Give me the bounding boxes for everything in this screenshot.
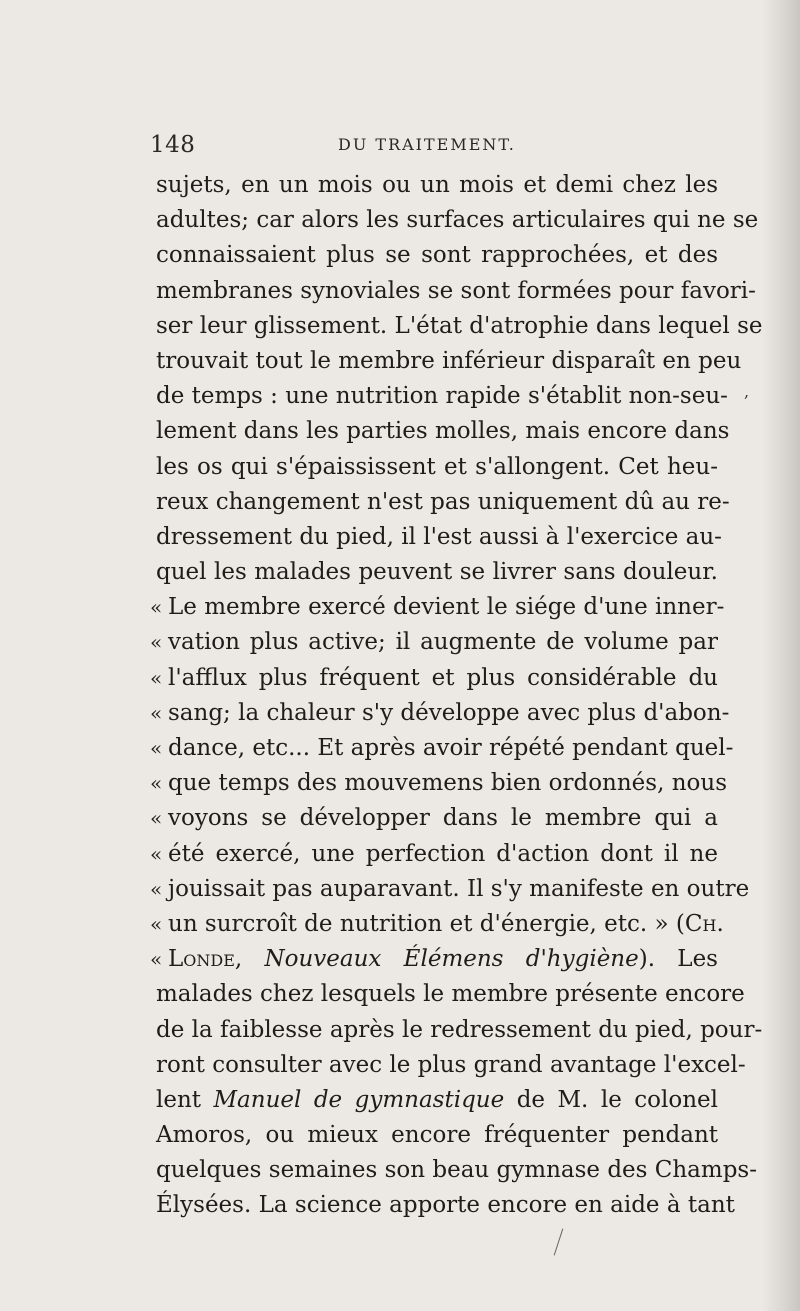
- text-line: [156, 414, 730, 449]
- quote-mark: «: [150, 595, 163, 620]
- text-run: quel les malades peuvent se livrer sans douleur.: [156, 559, 718, 586]
- text-line: [156, 1013, 763, 1048]
- text-line: [156, 450, 718, 485]
- text-line: [150, 907, 724, 942]
- text-run: l'afflux plus fréquent et plus considérable du: [168, 664, 718, 691]
- text-run: sang; la chaleur s'y développe avec plus d'abon-: [168, 699, 730, 726]
- text-line: [156, 238, 718, 273]
- text-run: Manuel de gymnastique: [213, 1086, 505, 1113]
- text-run: Élysées. La science apporte encore en aide à tant: [156, 1192, 735, 1219]
- quote-mark: «: [150, 665, 163, 690]
- text-line: [156, 1118, 718, 1153]
- text-line: [150, 661, 718, 696]
- text-run: trouvait tout le membre inférieur disparaît en peu: [156, 347, 742, 374]
- text-line: [150, 942, 718, 977]
- text-line: [156, 1188, 735, 1223]
- body-text: [150, 168, 763, 1224]
- text-run: dressement du pied, il l'est aussi à l'exercice au-: [156, 523, 722, 550]
- text-line: [156, 168, 718, 203]
- text-line: [156, 379, 728, 414]
- text-run: Londe: [168, 946, 235, 973]
- text-line: [150, 590, 725, 625]
- margin-stroke: [554, 1229, 564, 1256]
- text-run: sujets, en un mois ou un mois et demi chez les: [156, 172, 718, 198]
- text-run: jouissait pas auparavant. Il s'y manifeste en outre: [168, 875, 750, 902]
- text-line: [150, 696, 730, 731]
- text-run: un surcroît de nutrition et d'énergie, etc. » (: [168, 910, 685, 937]
- text-run: été exercé, une perfection d'action dont il ne: [168, 840, 718, 867]
- text-run: quelques semaines son beau gymnase des Champs-: [156, 1157, 757, 1184]
- page-header: [150, 132, 710, 162]
- quote-mark: «: [150, 700, 163, 725]
- quote-mark: «: [150, 806, 163, 831]
- quote-mark: «: [150, 911, 163, 936]
- quote-mark: «: [150, 771, 163, 796]
- text-line: [150, 872, 750, 907]
- text-run: de la faiblesse après le redressement du pied, pour-: [156, 1016, 763, 1043]
- text-line: [150, 801, 718, 836]
- text-line: [156, 1048, 746, 1083]
- text-run: Nouveaux Élémens d'hygiène: [264, 946, 639, 973]
- quote-mark: «: [150, 630, 163, 655]
- text-run: membranes synoviales se sont formées pour favori-: [156, 277, 756, 304]
- text-run: malades chez lesquels le membre présente encore: [156, 981, 745, 1008]
- quote-mark: «: [150, 947, 163, 972]
- text-run: de M. le colonel: [504, 1086, 718, 1113]
- text-run: ront consulter avec le plus grand avantage l'excel-: [156, 1051, 746, 1078]
- text-line: [156, 309, 763, 344]
- text-run: que temps des mouvemens bien ordonnés, nous: [168, 770, 727, 797]
- text-line: [156, 1153, 757, 1188]
- text-line: [156, 203, 759, 238]
- text-line: [156, 1083, 718, 1118]
- text-line: [150, 766, 727, 801]
- text-run: reux changement n'est pas uniquement dû au re-: [156, 488, 730, 515]
- text-line: [150, 837, 718, 872]
- text-line: [150, 625, 718, 660]
- text-run: ,: [234, 946, 265, 973]
- text-line: [156, 520, 722, 555]
- margin-mark: ,: [744, 382, 750, 401]
- text-run: lent: [156, 1086, 214, 1113]
- text-run: lement dans les parties molles, mais encore dans: [156, 418, 730, 445]
- text-line: [156, 485, 730, 520]
- text-line: [156, 977, 745, 1012]
- text-line: [156, 555, 718, 590]
- text-run: Le membre exercé devient le siége d'une inner-: [168, 594, 725, 621]
- text-run: les os qui s'épaississent et s'allongent. Cet heu-: [156, 453, 718, 480]
- text-run: de temps : une nutrition rapide s'établit non-seu-: [156, 383, 728, 410]
- page-number: 148: [150, 132, 196, 158]
- text-run: ). Les: [638, 946, 718, 973]
- quote-mark: «: [150, 841, 163, 866]
- text-run: voyons se développer dans le membre qui a: [168, 805, 718, 832]
- text-run: Ch.: [684, 910, 724, 937]
- text-run: Amoros, ou mieux encore fréquenter pendant: [156, 1122, 718, 1149]
- text-line: [150, 731, 734, 766]
- text-run: connaissaient plus se sont rapprochées, et des: [156, 242, 718, 269]
- quote-mark: «: [150, 736, 163, 760]
- text-run: dance, etc... Et après avoir répété pendant quel-: [168, 735, 734, 761]
- quote-mark: «: [150, 876, 163, 901]
- text-line: [156, 344, 742, 379]
- text-line: [156, 274, 756, 309]
- text-run: ser leur glissement. L'état d'atrophie dans lequel se: [156, 312, 763, 339]
- text-run: adultes; car alors les surfaces articulaires qui ne se: [156, 207, 759, 234]
- page-edge-shadow: [762, 0, 800, 1311]
- running-head: DU TRAITEMENT.: [338, 135, 516, 154]
- text-run: vation plus active; il augmente de volume par: [168, 629, 718, 656]
